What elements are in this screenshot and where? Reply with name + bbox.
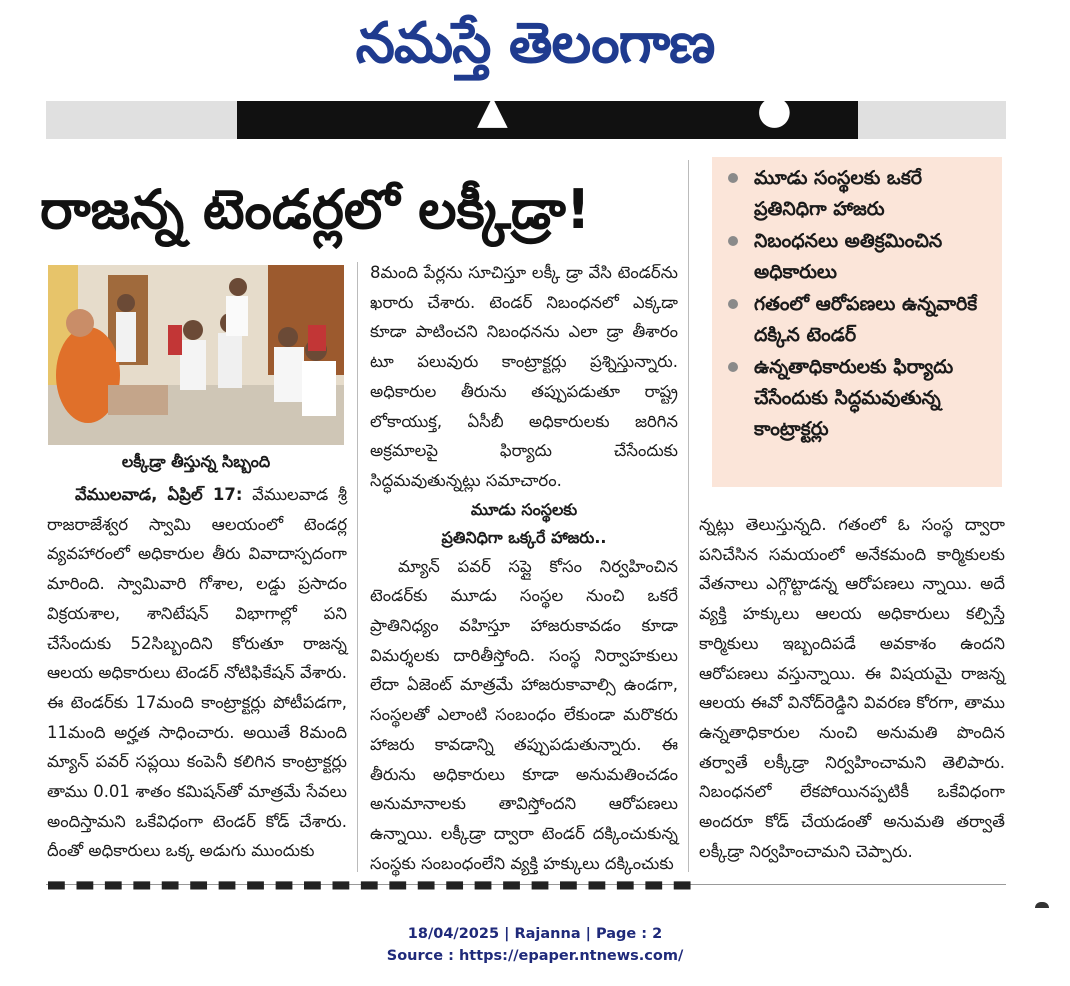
article-body-text: 8మంది పేర్లను సూచిస్తూ లక్కీ డ్రా వేసి టెండర్‌ను ఖరారు చేశారు. టెండర్ నిబంధనలో ఎక్కడా కూడా పాటించని నిబంధనను ఎలా డ్రా తీశారం టూ పలువురు కాంట్రాక్టర్లు ప్రశ్నిస్తున్నారు. అధికారుల తీరును తప్పుపడుతూ రాష్ట్ర లోకాయుక్త, ఏసీబీ అధికారులకు జరిగిన అక్రమాలపై ఫిర్యాదు చేసేందుకు సిద్ధమవుతున్నట్లు సమాచారం. <box>370 263 678 490</box>
article-body-text: న్నట్లు తెలుస్తున్నది. గతంలో ఓ సంస్థ ద్వారా పనిచేసిన సమయంలో అనేకమంది కార్మికులకు వేతనాలు ఎగ్గొట్టాడన్న ఆరోపణలు న్నాయి. అదే వ్యక్తి హక్కులు ఆలయ అధికారులు కల్పిస్తే కార్మికులు ఇబ్బందిపడే అవకాశం ఉందని ఆరోపణలు వస్తున్నాయి. ఈ విషయమై రాజన్న ఆలయ ఈవో వినోద్‌రెడ్డిని వివరణ కోరగా, తాము ఉన్నతాధికారుల నుంచి అనుమతి పొందిన తర్వాతే లక్కీడ్రా నిర్వహించామని తెలిపారు. నిబంధనలో లేకపోయినప్పటికీ ఒకేవిధంగా అందరూ కోడ్ చేయడంతో అనుమతి తర్వాతే లక్కీడ్రా నిర్వహించామని చెప్పారు. <box>699 515 1005 861</box>
article-column-2 <box>370 258 678 878</box>
highlight-item: నిబంధనలు అతిక్రమించిన అధికారులు <box>726 226 994 288</box>
bullet-icon <box>728 173 738 183</box>
column-divider <box>688 160 689 872</box>
bullet-icon <box>728 362 738 372</box>
top-banner-black-panel <box>237 87 858 139</box>
article-column-3 <box>699 510 1005 866</box>
article-photo <box>48 265 344 445</box>
cut-off-headline-fragment: ▬ ▬ ▬ ▬ ▬ ▬ ▬ ▬ ▬ ▬ ▬ ▬ ▬ ▬ ▬ ▬ ▬ ▬ ▬ ▬ ▬ ▬ ▬ <box>46 872 693 897</box>
article-dateline: వేములవాడ, ఏప్రిల్ 17: <box>75 485 243 504</box>
cut-off-glyph <box>1035 902 1049 908</box>
newspaper-masthead: నమస్తే తెలంగాణ <box>355 11 715 76</box>
highlight-item: ఉన్నతాధికారులకు ఫిర్యాదు చేసేందుకు సిద్ధమవుతున్న కాంట్రాక్టర్లు <box>726 352 994 445</box>
column-divider <box>357 262 358 872</box>
bullet-icon <box>728 299 738 309</box>
edition-info: 18/04/2025 | Rajanna | Page : 2 <box>407 926 663 942</box>
photo-caption: లక్కీడ్రా తీస్తున్న సిబ్బంది <box>121 452 271 471</box>
article-subheading: మూడు సంస్థలకు <box>470 499 578 519</box>
highlight-item: గతంలో ఆరోపణలు ఉన్నవారికే దక్కిన టెండర్ <box>726 289 994 351</box>
source-link[interactable]: Source : https://epaper.ntnews.com/ <box>386 948 684 964</box>
next-article-fragment <box>46 872 1026 908</box>
lucky-draw-photo-illustration <box>48 265 344 445</box>
article-body-text: మ్యాన్ పవర్ సప్లై కోసం నిర్వహించిన టెండర్‌కు మూడు సంస్థల నుంచి ఒకరే ప్రాతినిధ్యం వహిస్తూ హాజరుకావడం కూడా విమర్శలకు దారితీస్తోంది. సంస్థ నిర్వాహకులు లేదా ఏజెంట్ మాత్రమే హాజరుకావాల్సి ఉండగా, సంస్థలతో ఎలాంటి సంబంధం లేకుండా మరొకరు హాజరు కావడాన్ని తప్పుపడుతున్నారు. ఈ తీరును అధికారులు కూడా అనుమతించడం అనుమానాలకు తావిస్తోందని ఆరోపణలు ఉన్నాయి. లక్కీడ్రా ద్వారా టెండర్ దక్కించుకున్న సంస్థకు సంబంధంలేని వ్యక్తి హక్కులు దక్కించుకు <box>370 556 678 873</box>
article-headline: రాజన్న టెండర్లలో లక్కీడ్రా! <box>40 178 591 241</box>
article-column-1 <box>47 480 347 866</box>
banner-fragment-glyph: ▲ <box>477 87 508 133</box>
highlights-box <box>712 157 1002 487</box>
article-subheading: ప్రతినిధిగా ఒక్కరే హాజరు.. <box>441 527 607 547</box>
article-body-text: వేములవాడ శ్రీ రాజరాజేశ్వర స్వామి ఆలయంలో టెండర్ల వ్యవహారంలో అధికారుల తీరు వివాదాస్పదంగా మారింది. స్వామివారి గోశాల, లడ్డు ప్రసాదం విక్రయశాల, శానిటేషన్ విభాగాల్లో పని చేసేందుకు 52సిబ్బందిని కోరుతూ రాజన్న ఆలయ అధికారులు టెండర్ నోటిఫికేషన్ వేశారు. ఈ టెండర్‌కు 17మంది కాంట్రాక్టర్లు పోటీపడగా, 11మంది అర్హత సాధించారు. అయితే 8మంది మ్యాన్ పవర్ సప్లయి కంపెనీ కలిగిన కాంట్రాక్టర్లు తాము 0.01 శాతం కమిషన్‌తో మాత్రమే సేవలు అందిస్తామని ఒకేవిధంగా టెండర్ కోడ్ చేశారు. దీంతో అధికారులు ఒక్క అడుగు ముందుకు <box>47 485 347 861</box>
banner-fragment-glyph: ● <box>757 87 792 133</box>
highlight-item: మూడు సంస్థలకు ఒకరే ప్రతినిధిగా హాజరు <box>726 163 994 225</box>
bullet-icon <box>728 236 738 246</box>
